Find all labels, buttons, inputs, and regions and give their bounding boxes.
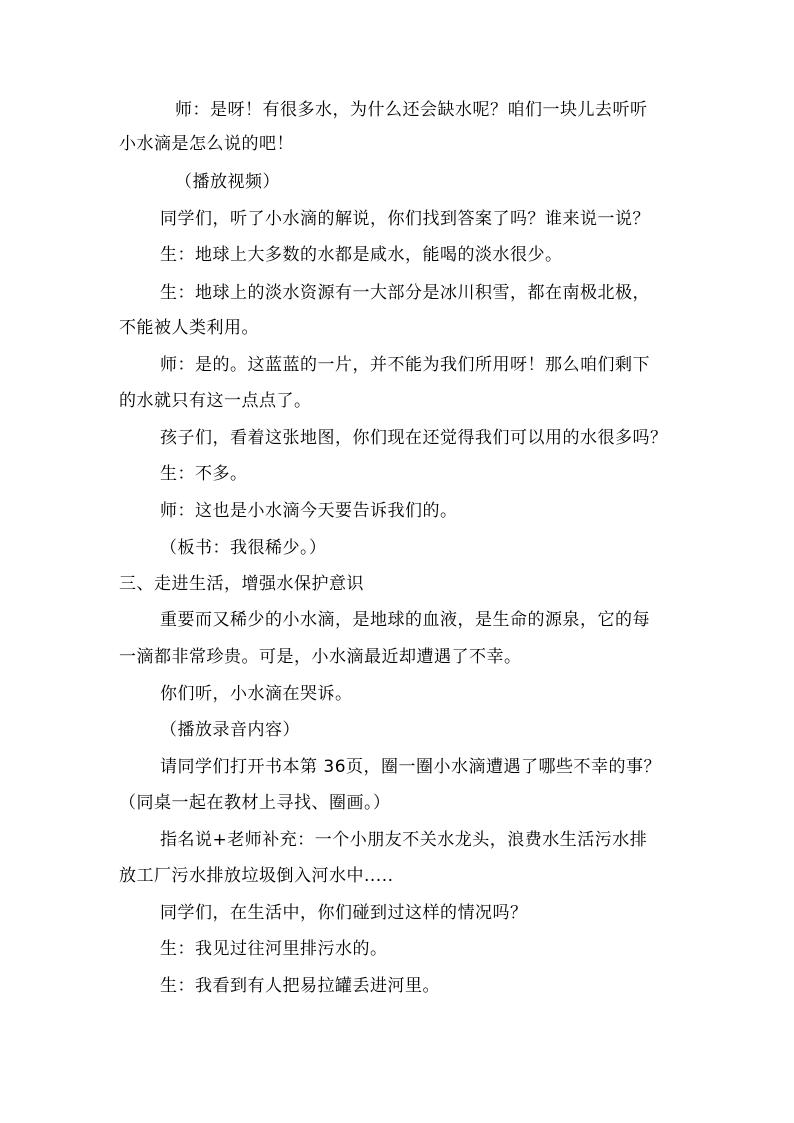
paragraph-line: 放工厂污水排放垃圾倒入河水中.....: [119, 866, 394, 886]
paragraph-line: 生：我见过往河里排污水的。: [160, 939, 388, 959]
paragraph-line: 同学们，在生活中，你们碰到过这样的情况吗？: [160, 903, 528, 923]
paragraph-line: 同学们，听了小水滴的解说，你们找到答案了吗？谁来说一说？: [160, 209, 650, 229]
paragraph-line: 请同学们打开书本第 36页，圈一圈小水滴遭遇了哪些不幸的事？: [160, 757, 662, 777]
paragraph-line: 师：是的。这蓝蓝的一片，并不能为我们所用呀！那么咱们剩下: [160, 355, 650, 375]
paragraph-line: 生：地球上的淡水资源有一大部分是冰川积雪，都在南极北极，: [160, 283, 650, 303]
section-heading: 三、走进生活，增强水保护意识: [119, 574, 364, 594]
paragraph-line: 生：我看到有人把易拉罐丢进河里。: [160, 976, 440, 996]
paragraph-line: 小水滴是怎么说的吧！: [119, 134, 294, 154]
paragraph-line: 重要而又稀少的小水滴，是地球的血液，是生命的源泉，它的每: [160, 610, 650, 630]
paragraph-line: 不能被人类利用。: [119, 318, 259, 338]
paragraph-line: 生：地球上大多数的水都是咸水，能喝的淡水很少。: [160, 245, 563, 265]
paragraph-line: （同桌一起在教材上寻找、圈画。）: [119, 793, 391, 813]
paragraph-line: 你们听，小水滴在哭诉。: [160, 684, 353, 704]
paragraph-line: 指名说+老师补充：一个小朋友不关水龙头，浪费水生活污水排: [160, 830, 648, 850]
stage-direction: （播放录音内容）: [160, 720, 300, 740]
paragraph-line: 的水就只有这一点点了。: [119, 391, 312, 411]
paragraph-line: 生：不多。: [160, 464, 248, 484]
paragraph-line: 一滴都非常珍贵。可是，小水滴最近却遭遇了不幸。: [119, 647, 522, 667]
paragraph-line: 师：是呀！有很多水，为什么还会缺水呢？咱们一块儿去听听: [175, 100, 648, 120]
paragraph-line: 孩子们，看着这张地图，你们现在还觉得我们可以用的水很多吗？: [160, 428, 668, 448]
stage-direction: （播放视频）: [175, 172, 280, 192]
board-note: （板书：我很稀少。）: [160, 538, 327, 558]
paragraph-line: 师：这也是小水滴今天要告诉我们的。: [160, 501, 458, 521]
